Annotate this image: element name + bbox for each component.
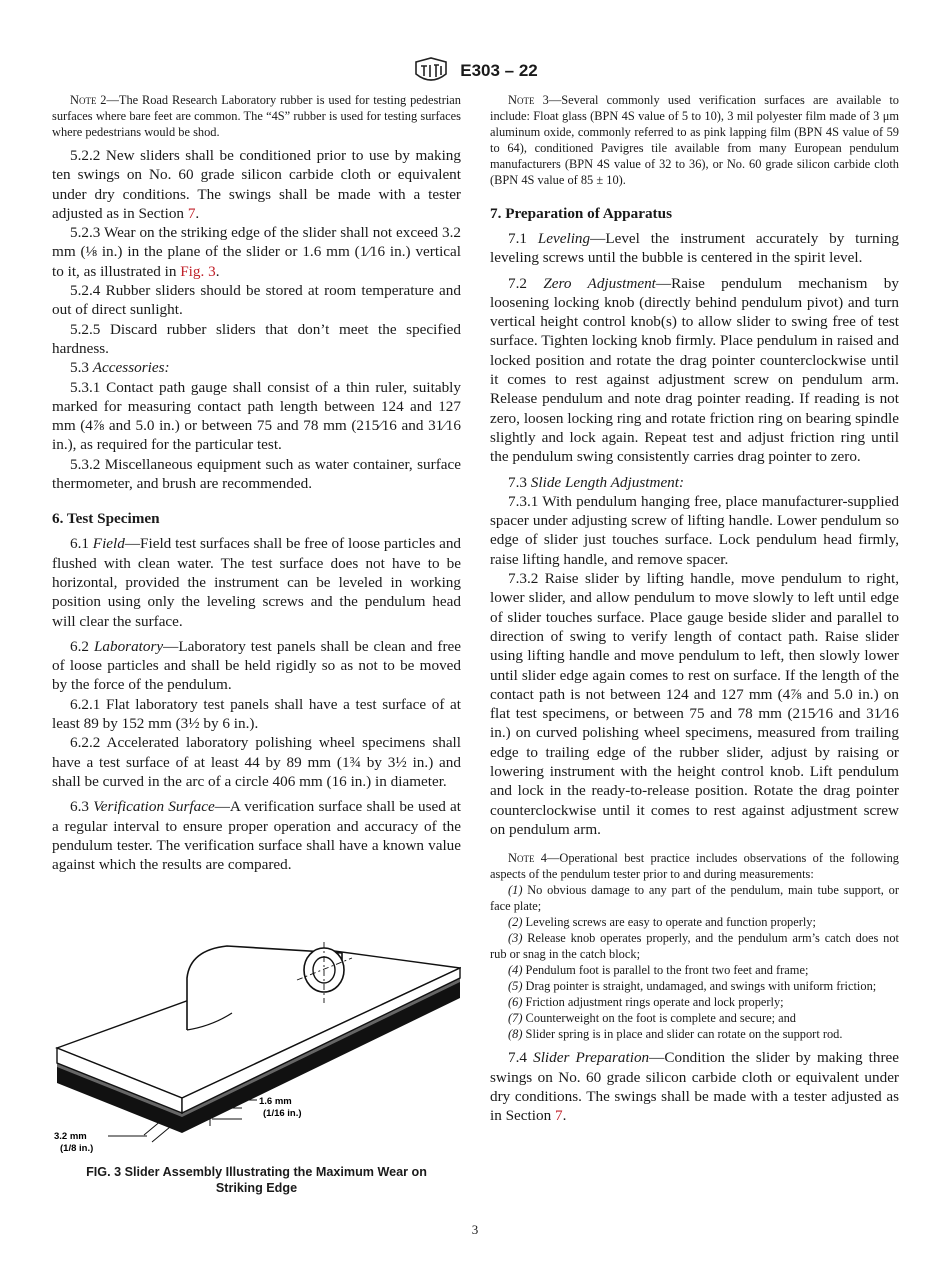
para-6-2: 6.2 Laboratory—Laboratory test panels shall be clean and free of loose particles and shall be held rigidly so as not to be moved by the force of the pendulum. (52, 637, 461, 694)
label-3-2mm: 3.2 mm (54, 1131, 87, 1142)
document-id: E303 – 22 (460, 61, 538, 80)
para-6-2-2: 6.2.2 Accelerated laboratory polishing wheel specimens shall have a test surface of at least 44 by 89 mm (1¾ by 3½ in.) and shall be curved in the arc of a circle 406 mm (16 in.) in diameter. (52, 734, 461, 790)
right-column (490, 92, 899, 1125)
page-number: 3 (471, 1222, 479, 1237)
note-4-item: (2) Leveling screws are easy to operate and function properly; (508, 915, 816, 930)
note-4-item: (4) Pendulum foot is parallel to the front two feet and frame; (508, 963, 809, 978)
para-6-2-1: 6.2.1 Flat laboratory test panels shall have a test surface of at least 89 by 152 mm (3½ by 6 in.). (52, 695, 461, 733)
note-4-item: (5) Drag pointer is straight, undamaged, and swings with uniform friction; (508, 979, 877, 994)
note-4: Note 4—Operational best practice includes observations of the following aspects of the pendulum tester prior to and during measurements: (1) No obvious damage to any part of the pendulum, main tube support, or face plate; (2) Leveling screws are easy to operate and function properly; (3) Release knob operates properly, and the pendulum arm’s catch does not rub or snag in the catch block; (4) Pendulum foot is parallel to the front two feet and frame; (5) Drag pointer is straight, undamaged, and swings with uniform friction; (6) Friction adjustment rings operate and lock properly; (7) Counterweight on the foot is complete and secure; and (8) Slider spring is in place and slider can rotate on the support rod. (490, 851, 899, 1042)
para-5-3-1: 5.3.1 Contact path gauge shall consist of a thin ruler, suitably marked for measuring contact path length between 124 and 127 mm (4⅞ and 5.0 in.) or between 75 and 78 mm (215⁄16 and 31⁄16 in.), as required for the particular test. (52, 378, 461, 454)
label-1-6mm: 1.6 mm (259, 1096, 292, 1107)
section-7-heading: 7. Preparation of Apparatus (490, 205, 672, 222)
figure-caption: FIG. 3 Slider Assembly Illustrating the Maximum Wear on Striking Edge (86, 1165, 427, 1195)
astm-logo-icon (412, 56, 450, 86)
left-column (52, 92, 461, 874)
note-4-item: (6) Friction adjustment rings operate and lock properly; (508, 995, 784, 1010)
page-header (0, 56, 950, 86)
section-7-link-2[interactable]: 7 (554, 1107, 563, 1125)
para-7-3-2: 7.3.2 Raise slider by lifting handle, move pendulum to right, lower slider, and allow pendulum to move slowly to left until edge of slider touches surface. Place gauge beside slider and parallel to direction of swing to verify length of contact path. Raise slider using lifting handle and move pendulum to left, then slowly lower until slider edge again comes to rest on surface. If the length of the contact path is not between 124 and 127 mm (4⅞ and 5.0 in.) on flat test specimens, or between 75 and 78 mm (215⁄16 and 31⁄16 in.) on curved polishing wheel specimens, measured from trailing edge to trailing edge of the rubber slider, adjust by raising or lowering instrument with the height control knob. Lift pendulum and lock in the ready-to-release position. Rotate the drag pointer counterclockwise until it comes to rest against adjustment screw on pendulum arm. (490, 570, 899, 838)
label-1-8in: (1/8 in.) (60, 1143, 94, 1154)
para-5-2-5: 5.2.5 Discard rubber sliders that don’t meet the specified hardness. (52, 320, 461, 357)
note-4-item: (7) Counterweight on the foot is complete and secure; and (508, 1011, 797, 1026)
para-6-3: 6.3 Verification Surface—A verification surface shall be used at a regular interval to ensure proper operation and accuracy of the pendulum tester. The verification surface shall have a known value against which the results are compared. (52, 798, 462, 874)
slider-assembly-diagram (52, 908, 461, 1158)
section-7-link[interactable]: 7 (187, 204, 196, 222)
para-7-3-1: 7.3.1 With pendulum hanging free, place manufacturer-supplied spacer under adjusting screw of lifting handle. Lower pendulum so edge of slider just touches surface. Lock pendulum head firmly, raise lifting handle, and remove spacer. (490, 492, 899, 568)
figure-3 (52, 908, 461, 1196)
label-1-16in: (1/16 in.) (263, 1108, 302, 1119)
note-4-item: (8) Slider spring is in place and slider can rotate on the support rod. (508, 1027, 843, 1042)
para-5-2-2: 5.2.2 New sliders shall be conditioned prior to use by making ten swings on No. 60 grade silicon carbide cloth or equivalent under dry conditions. The swings shall be made with a tester adjusted as in Section 7. (52, 147, 461, 222)
para-7-2: 7.2 Zero Adjustment—Raise pendulum mechanism by loosening locking knob (directly behind pendulum pivot) and turn vertical height control knob(s) to allow slider to swing free of test surface. Tighten locking knob firmly. Place pendulum in raised and locked position and rotate the drag pointer counterclockwise until it comes to rest against adjustment screw on pendulum arm. Release pendulum and note drag pointer reading. If reading is not zero, loosen locking ring and rotate friction ring on bearing spindle slightly and lock again. Repeat test and adjust friction ring until the pendulum swing consistently carries drag pointer to zero. (490, 274, 899, 466)
para-7-3: 7.3 Slide Length Adjustment: (508, 473, 685, 491)
note-2: Note 2—The Road Research Laboratory rubber is used for testing pedestrian surfaces where bare feet are common. The “4S” rubber is used for testing surfaces where pedestrians would be shod. (52, 93, 461, 139)
para-5-2-4: 5.2.4 Rubber sliders should be stored at room temperature and out of direct sunlight. (52, 282, 461, 319)
fig-3-link[interactable]: Fig. 3 (180, 262, 216, 280)
note-3: Note 3—Several commonly used verification surfaces are available to include: Float glass (BPN 4S value of 5 to 10), 3 mil polyester film made of 3 μm aluminum oxide, commonly referred to as pink lapping film (BPN 4S value of 59 to 64), conditioned Pavigres tile available from many European pendulum manufacturers (BPN 4S value of 32 to 36), or No. 60 grade silicon carbide cloth (BPN 4S value of 85 ± 10). (490, 93, 899, 187)
note-4-item: (3) Release knob operates properly, and the pendulum arm’s catch does not rub or snag in the catch block; (490, 931, 899, 962)
para-5-3-2: 5.3.2 Miscellaneous equipment such as water container, surface thermometer, and brush are recommended. (52, 455, 461, 493)
para-5-3: 5.3 Accessories: (70, 359, 170, 377)
para-5-2-3: 5.2.3 Wear on the striking edge of the slider shall not exceed 3.2 mm (⅛ in.) in the plane of the slider or 1.6 mm (1⁄16 in.) vertical to it, as illustrated in Fig. 3. (52, 224, 461, 280)
para-7-4: 7.4 Slider Preparation—Condition the slider by making three swings on No. 60 grade silicon carbide cloth or equivalent under dry conditions. The swings shall be made with a tester adjusted as in Section 7. (490, 1049, 899, 1125)
section-6-heading: 6. Test Specimen (52, 510, 160, 528)
note-4-item: (1) No obvious damage to any part of the pendulum, main tube support, or face plate; (490, 883, 899, 914)
para-6-1: 6.1 Field—Field test surfaces shall be free of loose particles and flushed with clean water. The test surface does not have to be horizontal, provided the instrument can be leveled in working position using only the leveling screws and the pendulum head will clear the surface. (52, 535, 462, 630)
para-7-1: 7.1 Leveling—Level the instrument accurately by turning leveling screws until the bubble is centered in the spirit level. (490, 230, 900, 267)
